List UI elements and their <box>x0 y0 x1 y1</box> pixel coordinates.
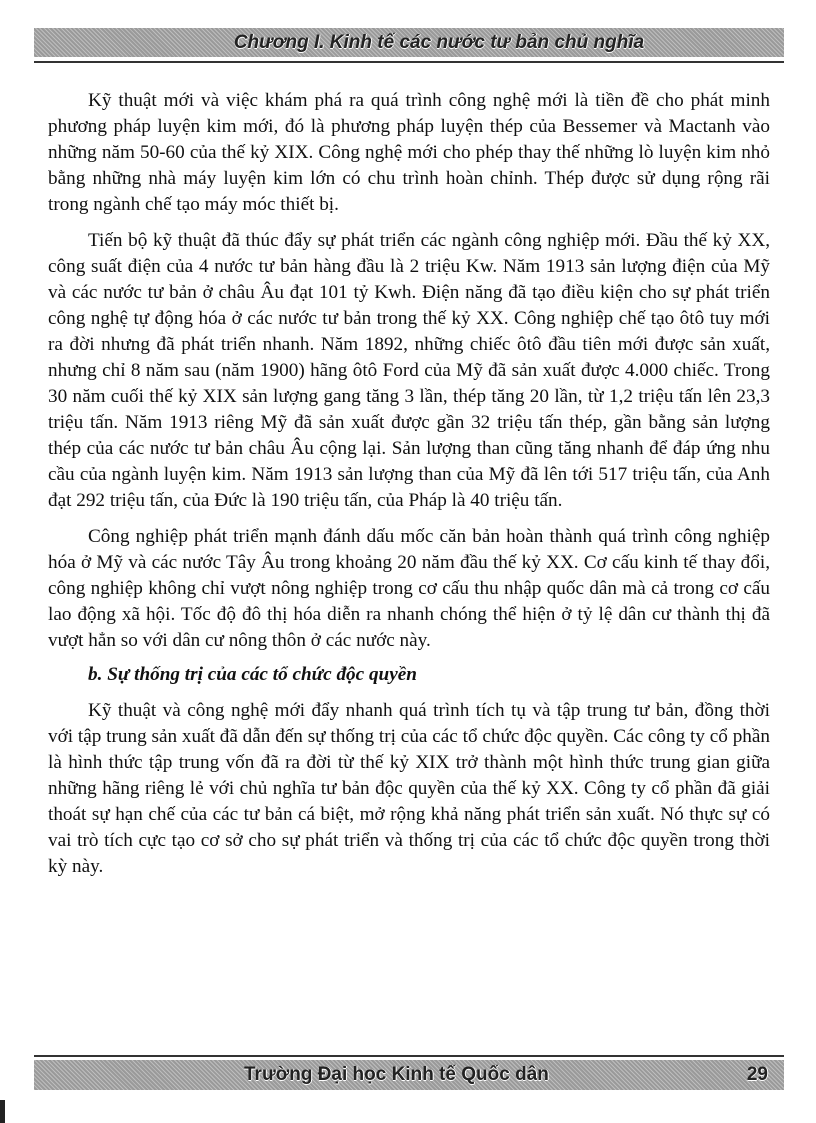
header-rule <box>34 61 784 63</box>
section-subheading: b. Sự thống trị của các tổ chức độc quyền <box>88 664 417 685</box>
chapter-header-band <box>34 28 784 57</box>
page-number: 29 <box>746 1064 768 1085</box>
scan-edge-mark <box>0 1100 5 1123</box>
paragraph: Công nghiệp phát triển mạnh đánh dấu mốc căn bản hoàn thành quá trình công nghiệp hóa ở Mỹ và các nước Tây Âu trong khoảng 20 năm đầu thế kỷ XX. Cơ cấu kinh tế thay đổi, công nghiệp không chỉ vượt nông nghiệp trong cơ cấu thu nhập quốc dân mà cả trong cơ cấu lao động xã hội. Tốc độ đô thị hóa diễn ra nhanh chóng thể hiện ở tỷ lệ dân cư thành thị đã vượt hẳn so với dân cư nông thôn ở các nước này. <box>48 526 770 651</box>
footer-band <box>34 1060 784 1090</box>
chapter-title: Chương I. Kinh tế các nước tư bản chủ nghĩa <box>233 31 645 53</box>
footer-rule <box>34 1055 784 1057</box>
footer-university: Trường Đại học Kinh tế Quốc dân <box>244 1064 549 1085</box>
paragraph: Kỹ thuật mới và việc khám phá ra quá trình công nghệ mới là tiền đề cho phát minh phương pháp luyện kim mới, đó là phương pháp luyện thép của Bessemer và Mactanh vào những năm 50-60 của thế kỷ XIX. Công nghệ mới cho phép thay thế những lò luyện kim nhỏ bằng những nhà máy luyện kim lớn có chu trình hoàn chỉnh. Thép được sử dụng rộng rãi trong ngành chế tạo máy móc thiết bị. <box>48 90 770 215</box>
paragraph: Kỹ thuật và công nghệ mới đẩy nhanh quá trình tích tụ và tập trung tư bản, đồng thời với tập trung sản xuất đã dẫn đến sự thống trị của các tổ chức độc quyền. Các công ty cổ phần là hình thức tập trung vốn đã ra đời từ thế kỷ XIX trở thành một hình thức trung gian giữa những hãng riêng lẻ với chủ nghĩa tư bản độc quyền của thế kỷ XX. Công ty cổ phần đã giải thoát sự hạn chế của các tư bản cá biệt, mở rộng khả năng phát triển sản xuất. Nó thực sự có vai trò tích cực tạo cơ sở cho sự phát triển và thống trị của các tổ chức độc quyền trong thời kỳ này. <box>48 700 770 877</box>
paragraph: Tiến bộ kỹ thuật đã thúc đẩy sự phát triển các ngành công nghiệp mới. Đầu thế kỷ XX, công suất điện của 4 nước tư bản hàng đầu là 2 triệu Kw. Năm 1913 sản lượng điện của Mỹ và các nước tư bản ở châu Âu đạt 101 tỷ Kwh. Điện năng đã tạo điều kiện cho sự phát triển công nghệ tự động hóa ở các nước tư bản trong thế kỷ XX. Công nghiệp chế tạo ôtô tuy mới ra đời nhưng đã phát triển nhanh. Năm 1892, những chiếc ôtô đầu tiên mới được sản xuất, nhưng chỉ 8 năm sau (năm 1900) hãng ôtô Ford của Mỹ đã sản xuất được 4.000 chiếc. Trong 30 năm cuối thế kỷ XIX sản lượng gang tăng 3 lần, thép tăng 20 lần, từ 1,2 triệu tấn lên 23,3 triệu tấn. Năm 1913 riêng Mỹ đã sản xuất được gần 32 triệu tấn thép, gần bằng sản lượng thép của các nước tư bản châu Âu cộng lại. Sản lượng than cũng tăng nhanh để đáp ứng nhu cầu của ngành luyện kim. Năm 1913 sản lượng than của Mỹ đã lên tới 517 triệu tấn, của Anh đạt 292 triệu tấn, của Đức là 190 triệu tấn, của Pháp là 40 triệu tấn. <box>48 230 770 511</box>
page-body <box>48 88 770 880</box>
